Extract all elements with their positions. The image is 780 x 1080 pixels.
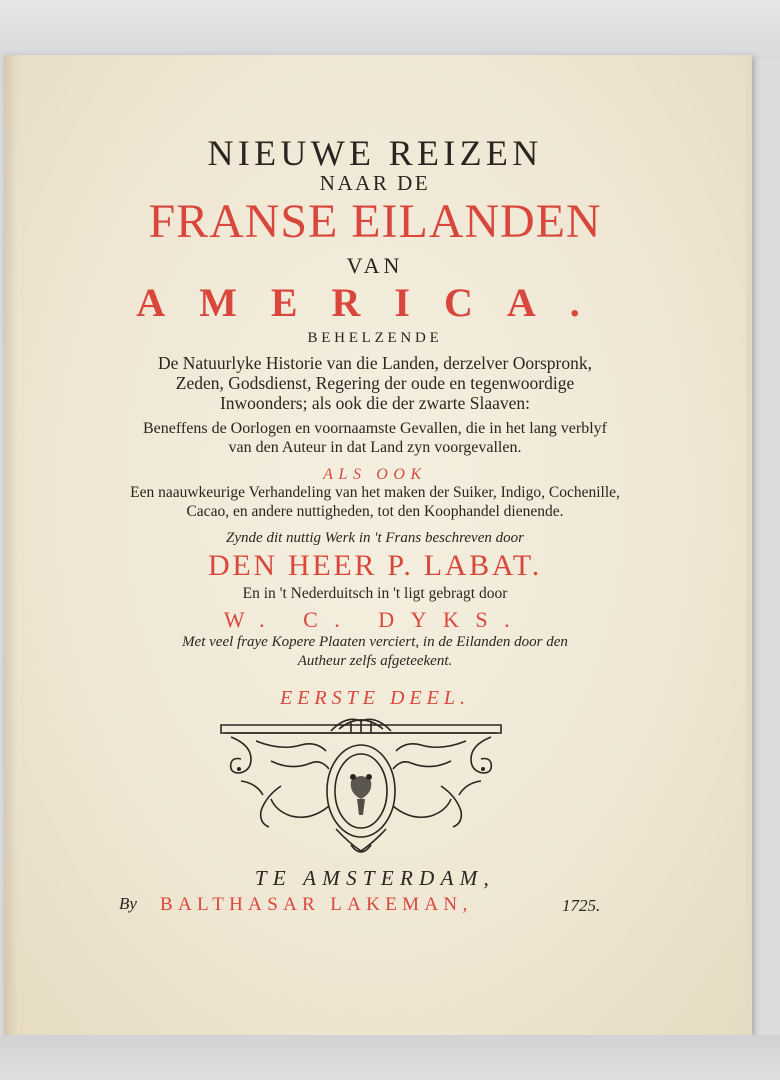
- baroque-cartouche-ornament-icon: [211, 711, 511, 861]
- als-ook-heading: ALS OOK: [323, 466, 427, 483]
- imprint-by: By: [119, 894, 137, 913]
- title-line-5: AMERICA.: [136, 280, 614, 325]
- background-bottom: [0, 1035, 780, 1080]
- description-line-4: Beneffens de Oorlogen en voornaamste Gevallen, die in het lang verblyf: [143, 420, 607, 437]
- title-page: [4, 55, 752, 1035]
- title-line-2: NAAR DE: [319, 171, 431, 195]
- description-line-3: Inwoonders; als ook die der zwarte Slaaven:: [219, 393, 531, 413]
- author-name: DEN HEER P. LABAT.: [208, 549, 542, 582]
- title-line-4: VAN: [346, 253, 404, 278]
- treatise-line-1: Een naauwkeurige Verhandeling van het maken der Suiker, Indigo, Cochenille,: [130, 484, 620, 501]
- description-line-1: De Natuurlyke Historie van die Landen, derzelver Oorspronk,: [158, 353, 592, 373]
- imprint-place: TE AMSTERDAM,: [254, 866, 496, 890]
- imprint-publisher: BALTHASAR LAKEMAN,: [160, 894, 473, 915]
- imprint-year: 1725.: [562, 896, 601, 915]
- description-line-2: Zeden, Godsdienst, Regering der oude en tegenwoordige: [175, 373, 575, 393]
- title-line-1: NIEUWE REIZEN: [207, 133, 543, 173]
- title-line-3: FRANSE EILANDEN: [148, 195, 602, 248]
- plates-line-2: Autheur zelfs afgeteekent.: [297, 653, 453, 669]
- background-top: [0, 0, 780, 60]
- translator-name: W. C. DYKS.: [223, 607, 527, 632]
- written-by-intro: Zynde dit nuttig Werk in 't Frans beschreven door: [226, 530, 524, 546]
- plates-line-1: Met veel fraye Kopere Plaaten verciert, in de Eilanden door den: [182, 634, 568, 650]
- behelzende-heading: BEHELZENDE: [307, 330, 443, 346]
- description-line-5: van den Auteur in dat Land zyn voorgevallen.: [228, 439, 522, 456]
- translated-intro: En in 't Nederduitsch in 't ligt gebragt door: [242, 585, 508, 602]
- treatise-line-2: Cacao, en andere nuttigheden, tot den Koophandel dienende.: [186, 503, 564, 520]
- volume-label: EERSTE DEEL.: [280, 687, 470, 709]
